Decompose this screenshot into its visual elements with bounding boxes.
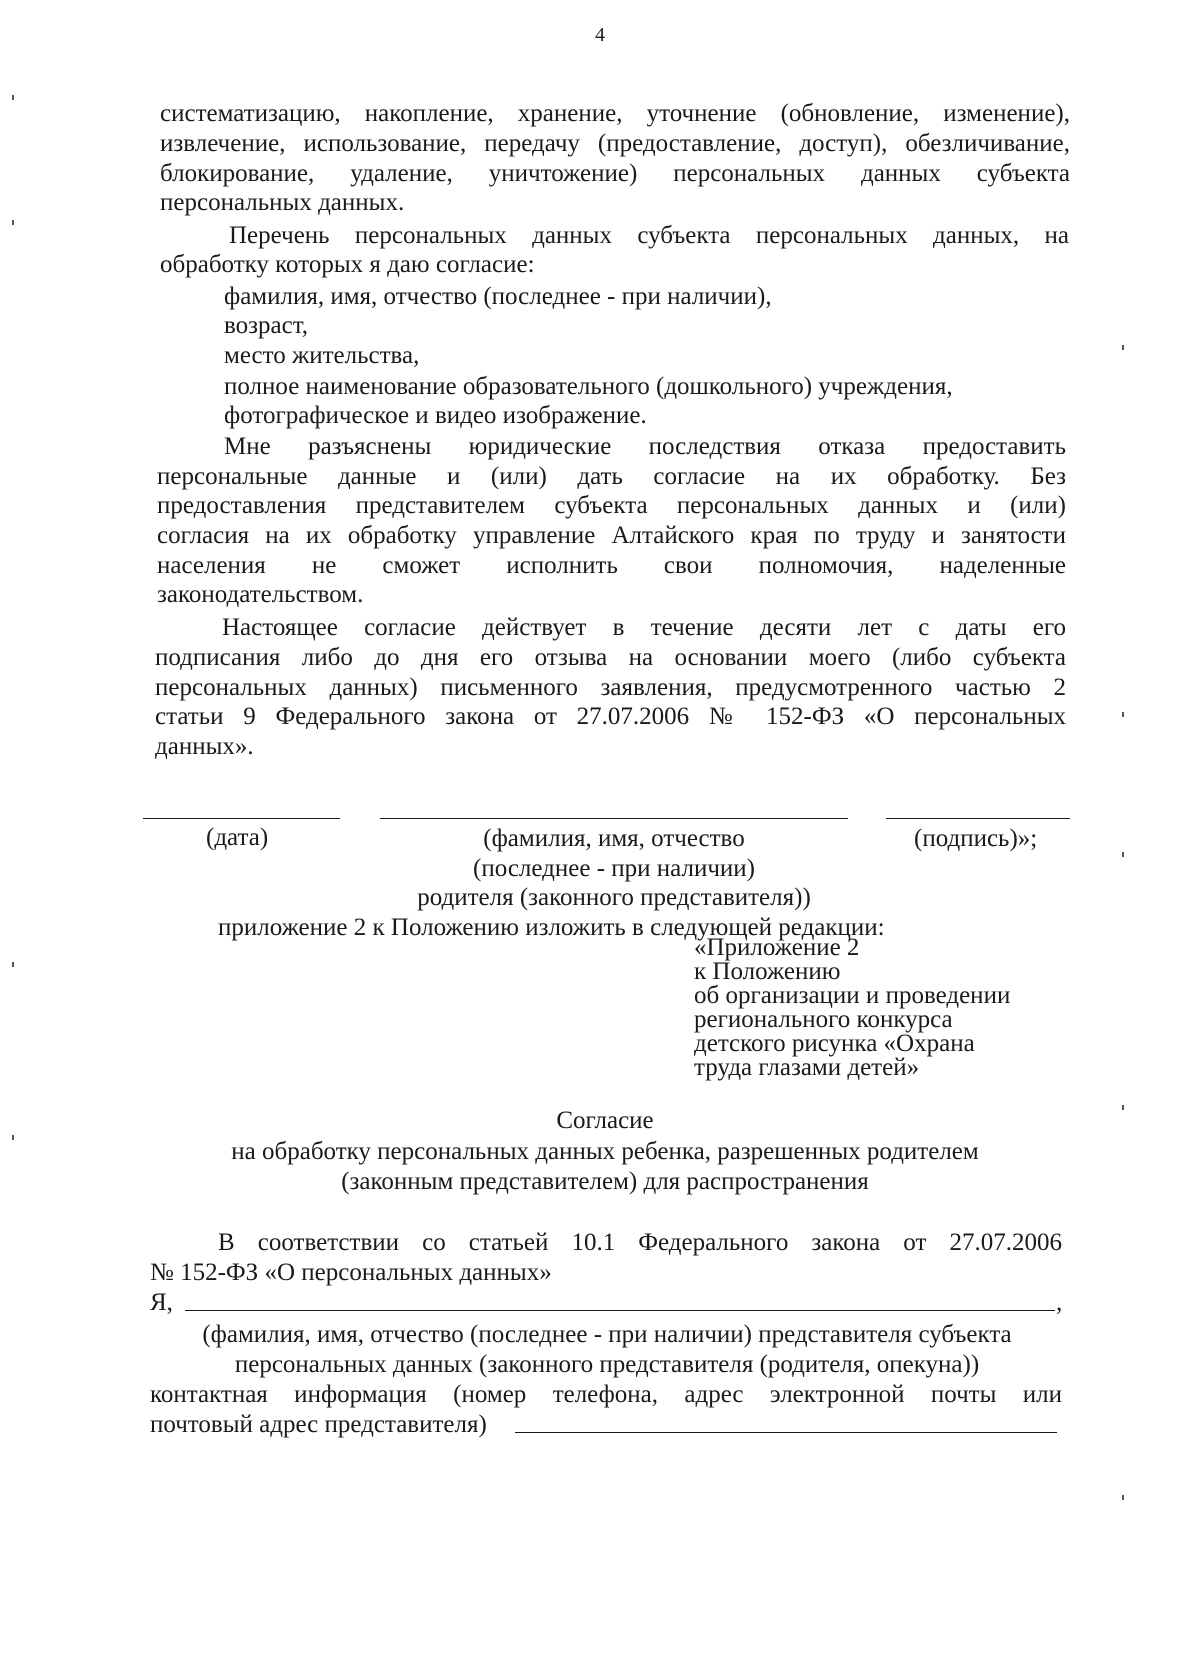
ya-comma: ,	[1056, 1289, 1063, 1316]
contact-info-field-line[interactable]	[515, 1432, 1057, 1433]
representative-caption-line-2: персональных данных (законного представителя (родителя, опекуна))	[234, 1351, 980, 1378]
para4-line-4: статьи 9 Федерального закона от 27.07.2006 № 152-ФЗ «О персональных	[155, 703, 1066, 730]
scan-speck	[1122, 345, 1124, 350]
list-item-institution: полное наименование образовательного (дошкольного) учреждения,	[224, 373, 953, 400]
name-caption-line-2: (последнее - при наличии)	[473, 855, 755, 882]
para2-line-1: Перечень персональных данных субъекта персональных данных, на	[229, 222, 1069, 249]
para3-line-1: Мне разъяснены юридические последствия отказа предоставить	[224, 433, 1066, 460]
appendix-header-line-5: детского рисунка «Охрана	[694, 1030, 975, 1057]
page-number: 4	[595, 24, 605, 46]
para1-line-2: извлечение, использование, передачу (предоставление, доступ), обезличивание,	[160, 130, 1070, 157]
amendment-line: приложение 2 к Положению изложить в следующей редакции:	[218, 914, 885, 941]
para3-line-5: населения не сможет исполнить свои полномочия, наделенные	[157, 552, 1066, 579]
appendix-header-line-1: «Приложение 2	[694, 934, 860, 961]
para4-line-5: данных».	[155, 733, 254, 760]
name-caption-line-3: родителя (законного представителя))	[417, 884, 811, 911]
consent-subtitle-line-1: на обработку персональных данных ребенка, разрешенных родителем	[231, 1138, 979, 1165]
consent-body-line-2: № 152-ФЗ «О персональных данных»	[150, 1259, 552, 1286]
consent-body-line-1: В соответствии со статьей 10.1 Федерального закона от 27.07.2006	[218, 1229, 1062, 1256]
para4-line-2: подписания либо до дня его отзыва на основании моего (либо субъекта	[155, 644, 1066, 671]
list-item-age: возраст,	[224, 312, 308, 339]
appendix-header-line-2: к Положению	[694, 958, 841, 985]
para3-line-6: законодательством.	[157, 581, 364, 608]
scan-speck	[1122, 1495, 1124, 1500]
sign-signature-line	[886, 818, 1070, 819]
sign-caption: (подпись)»;	[914, 825, 1038, 852]
scan-speck	[1122, 712, 1124, 717]
scan-speck	[1122, 1105, 1124, 1110]
name-caption-line-1: (фамилия, имя, отчество	[483, 825, 745, 852]
appendix-header-line-4: регионального конкурса	[694, 1006, 953, 1033]
para3-line-3: предоставления представителем субъекта персональных данных и (или)	[157, 492, 1066, 519]
scan-speck	[12, 95, 14, 100]
para1-line-3: блокирование, удаление, уничтожение) персональных данных субъекта	[160, 160, 1070, 187]
scan-speck	[12, 1135, 14, 1140]
appendix-header-line-6: труда глазами детей»	[694, 1054, 920, 1081]
representative-caption-line-1: (фамилия, имя, отчество (последнее - при наличии) представителя субъекта	[202, 1321, 1012, 1348]
name-signature-line	[380, 818, 848, 819]
para1-line-4: персональных данных.	[160, 189, 405, 216]
scan-speck	[12, 220, 14, 225]
representative-name-line[interactable]	[185, 1310, 1055, 1311]
para2-line-2: обработку которых я даю согласие:	[160, 251, 535, 278]
list-item-residence: место жительства,	[224, 342, 420, 369]
appendix-header-line-3: об организации и проведении	[694, 982, 1011, 1009]
scan-speck	[12, 962, 14, 967]
para1-line-1: систематизацию, накопление, хранение, уточнение (обновление, изменение),	[160, 100, 1070, 127]
para3-line-4: согласия на их обработку управление Алтайского края по труду и занятости	[157, 522, 1066, 549]
consent-subtitle-line-2: (законным представителем) для распространения	[341, 1168, 869, 1195]
scan-speck	[1122, 852, 1124, 857]
list-item-full-name: фамилия, имя, отчество (последнее - при наличии),	[224, 283, 772, 310]
para4-line-3: персональных данных) письменного заявления, предусмотренного частью 2	[155, 674, 1066, 701]
contact-info-line-1: контактная информация (номер телефона, адрес электронной почты или	[150, 1381, 1062, 1408]
para3-line-2: персональные данные и (или) дать согласие на их обработку. Без	[157, 463, 1066, 490]
date-signature-line	[143, 818, 340, 819]
consent-title: Согласие	[556, 1107, 654, 1134]
list-item-photo-video: фотографическое и видео изображение.	[224, 402, 647, 429]
para4-line-1: Настоящее согласие действует в течение десяти лет с даты его	[222, 614, 1066, 641]
date-caption: (дата)	[206, 824, 269, 851]
contact-info-line-2: почтовый адрес представителя)	[150, 1411, 487, 1438]
ya-label: Я,	[150, 1289, 173, 1316]
